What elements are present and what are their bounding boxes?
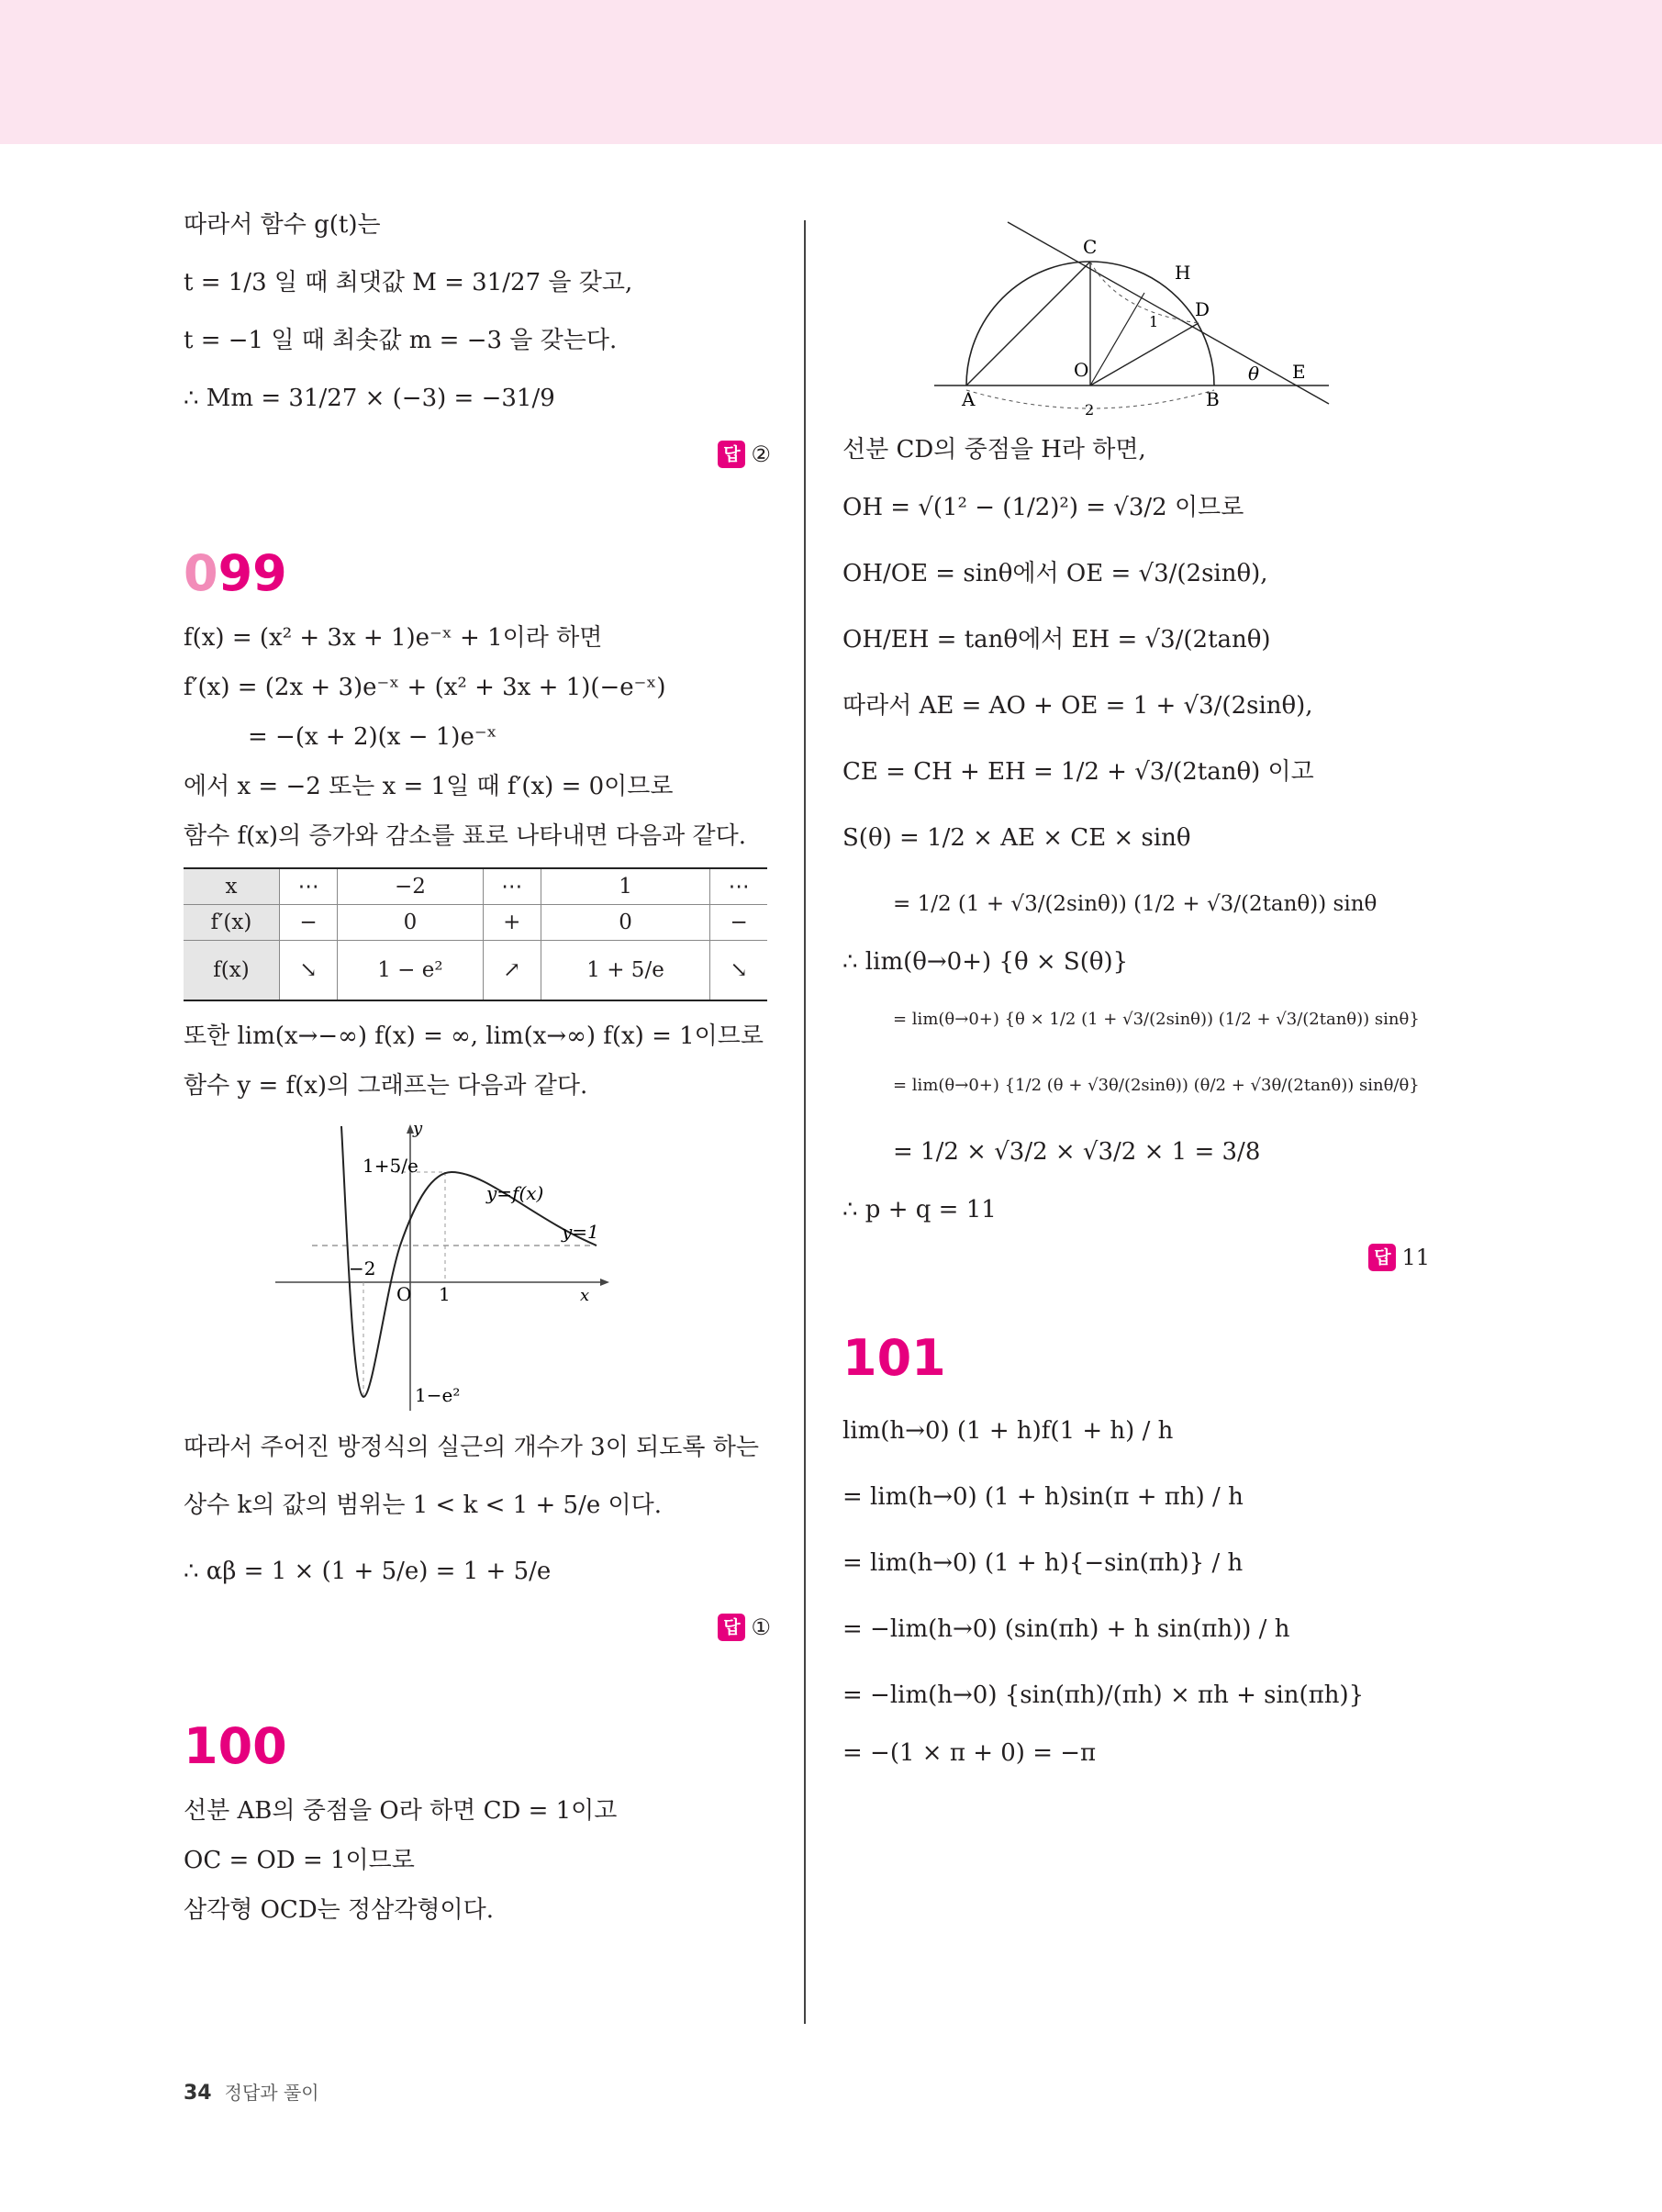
radius-od [1090,323,1199,385]
table-cell: x [184,868,280,905]
point-label: H [1175,262,1191,284]
problem-number-100: 100 [184,1717,287,1775]
graph-label: x [580,1286,590,1305]
graph-label: 1 [439,1283,451,1305]
segment-label: 1 [1149,313,1159,330]
answer-badge: 답 [718,441,745,468]
table-cell: f′(x) [184,905,280,941]
point-label: A [962,388,976,410]
text-line: OH = √(1² − (1/2)²) = √3/2 이므로 [842,494,1244,521]
table-cell: ⋯ [280,868,338,905]
problem-number-101: 101 [842,1329,946,1387]
table-cell: ↗ [483,941,541,1001]
text-line: = −lim(h→0) (sin(πh) + h sin(πh)) / h [842,1615,1290,1643]
answer-value: ② [751,441,771,467]
table-cell: ↘ [280,941,338,1001]
text-line: t = −1 일 때 최솟값 m = −3 을 갖는다. [184,327,618,354]
text-line: 선분 AB의 중점을 O라 하면 CD = 1이고 [184,1797,618,1825]
text-line: 에서 x = −2 또는 x = 1일 때 f′(x) = 0이므로 [184,773,674,800]
table-cell: ⋯ [483,868,541,905]
chord-ac [966,262,1090,385]
angle-label: θ [1248,363,1260,385]
table-cell: − [280,905,338,941]
graph-label: y [413,1119,423,1138]
text-line: = lim(h→0) (1 + h){−sin(πh)} / h [842,1549,1244,1577]
text-line: lim(h→0) (1 + h)f(1 + h) / h [842,1417,1174,1445]
arrow-icon [600,1279,609,1286]
text-line: ∴ Mm = 31/27 × (−3) = −31/9 [184,385,555,412]
table-cell: −2 [338,868,484,905]
text-line: = lim(h→0) (1 + h)sin(π + πh) / h [842,1483,1244,1511]
graph-label: 1+5/e [363,1155,418,1177]
answer-badge: 답 [1368,1244,1396,1271]
graph-label: −2 [349,1257,376,1279]
left-column [184,207,771,1941]
right-column [842,211,1430,1784]
text-line: = −lim(h→0) {sin(πh)/(πh) × πh + sin(πh)} [842,1681,1365,1709]
text-line: 따라서 AE = AO + OE = 1 + √3/(2sinθ), [842,692,1313,720]
graph-label: y=f(x) [486,1182,544,1204]
geometry-diagram [842,211,1430,422]
point-label: O [1074,359,1089,381]
table-cell: 0 [338,905,484,941]
tangent-line [1008,222,1329,404]
text-line: OH/OE = sinθ에서 OE = √3/(2sinθ), [842,560,1268,587]
column-divider [804,220,806,2024]
text-line: 따라서 함수 g(t)는 [184,211,381,239]
table-cell: ⋯ [710,868,767,905]
text-line: 함수 y = f(x)의 그래프는 다음과 같다. [184,1072,588,1100]
table-cell: 1 [541,868,710,905]
page-footer [184,2078,319,2105]
answer-mark [184,1611,771,1644]
text-line: ∴ αβ = 1 × (1 + 5/e) = 1 + 5/e [184,1558,552,1585]
text-line: 삼각형 OCD는 정삼각형이다. [184,1896,495,1924]
table-cell: 0 [541,905,710,941]
header-band [0,0,1662,144]
point-label: D [1195,298,1210,320]
text-line: = −(x + 2)(x − 1)e⁻ˣ [248,723,497,751]
text-line: S(θ) = 1/2 × AE × CE × sinθ [842,824,1191,852]
text-line: 함수 f(x)의 증가와 감소를 표로 나타내면 다음과 같다. [184,822,747,850]
text-line: f(x) = (x² + 3x + 1)e⁻ˣ + 1이라 하면 [184,624,603,652]
text-line: f′(x) = (2x + 3)e⁻ˣ + (x² + 3x + 1)(−e⁻ˣ) [184,674,666,701]
graph-label: O [396,1283,412,1305]
function-graph [184,1117,771,1420]
point-label: B [1206,388,1220,410]
text-line: = lim(θ→0+) {1/2 (θ + √3θ/(2sinθ)) (θ/2 + √3θ/(2tanθ)) sinθ/θ} [893,1076,1420,1095]
answer-value: 11 [1401,1245,1430,1270]
answer-badge: 답 [718,1614,745,1641]
text-line: ∴ p + q = 11 [842,1196,997,1223]
table-cell: 1 − e² [338,941,484,1001]
table-cell: ↘ [710,941,767,1001]
text-line: CE = CH + EH = 1/2 + √3/(2tanθ) 이고 [842,758,1314,786]
text-line: ∴ lim(θ→0+) {θ × S(θ)} [842,948,1129,976]
text-line: = 1/2 × √3/2 × √3/2 × 1 = 3/8 [893,1138,1261,1166]
graph-label: 1−e² [415,1384,461,1406]
page-number: 34 [184,2082,212,2105]
text-line: 상수 k의 값의 범위는 1 < k < 1 + 5/e 이다. [184,1491,662,1519]
text-line: 따라서 주어진 방정식의 실근의 개수가 3이 되도록 하는 [184,1434,759,1461]
text-line: t = 1/3 일 때 최댓값 M = 31/27 을 갖고, [184,269,633,296]
table-cell: − [710,905,767,941]
footer-label: 정답과 풀이 [224,2082,319,2104]
text-line: = lim(θ→0+) {θ × 1/2 (1 + √3/(2sinθ)) (1/2 + √3/(2tanθ)) sinθ} [893,1010,1420,1029]
segment-label: 2 [1085,401,1095,419]
table-cell: f(x) [184,941,280,1001]
text-line: OC = OD = 1이므로 [184,1847,415,1874]
segment-oh [1090,293,1144,385]
text-line: = −(1 × π + 0) = −π [842,1739,1097,1767]
text-line: = 1/2 (1 + √3/(2sinθ)) (1/2 + √3/(2tanθ)) sinθ [893,892,1378,916]
point-label: E [1292,361,1306,383]
table-cell: 1 + 5/e [541,941,710,1001]
text-line: 또한 lim(x→−∞) f(x) = ∞, lim(x→∞) f(x) = 1이므로 [184,1022,764,1050]
table-cell: + [483,905,541,941]
text-line: OH/EH = tanθ에서 EH = √3/(2tanθ) [842,626,1271,654]
graph-label: y=1 [562,1221,599,1243]
answer-value: ① [751,1614,771,1640]
answer-mark [842,1241,1430,1274]
answer-mark [184,438,771,471]
text-line: 선분 CD의 중점을 H라 하면, [842,436,1146,464]
problem-number-099: 099 [184,544,287,602]
sign-table [184,867,767,1001]
point-label: C [1083,236,1098,258]
